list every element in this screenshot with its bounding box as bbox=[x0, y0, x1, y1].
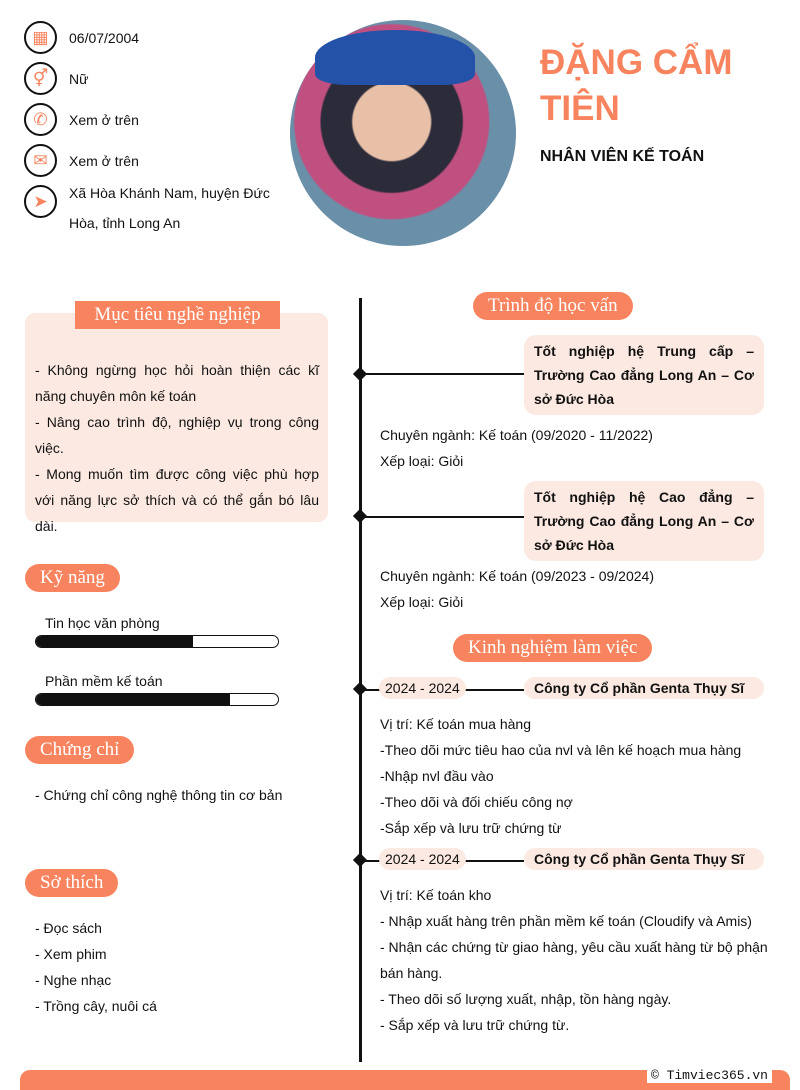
experience-period: 2024 - 2024 bbox=[379, 677, 466, 699]
skill-bar bbox=[35, 635, 279, 648]
contact-email: ✉ Xem ở trên bbox=[24, 144, 139, 177]
gender-icon: ⚥ bbox=[24, 62, 57, 95]
experience-details: Vị trí: Kế toán mua hàng -Theo dõi mức tiêu hao của nvl và lên kế hoạch mua hàng -Nhập nvl đầu vào -Theo dõi và đối chiếu công nợ -Sắp xếp và lưu trữ chứng từ bbox=[380, 716, 742, 836]
contact-gender: ⚥ Nữ bbox=[24, 62, 88, 95]
skill-name: Tin học văn phòng bbox=[45, 615, 160, 631]
skills-heading: Kỹ năng bbox=[25, 564, 120, 592]
education-heading: Trình độ học vấn bbox=[473, 292, 633, 320]
objective-text: - Không ngừng học hỏi hoàn thiện các kĩ năng chuyên môn kế toán - Nâng cao trình độ, nghiệp vụ trong công việc. - Mong muốn tìm được công việc phù hợp với năng lực sở thích và có thể gắn bó lâu dài. bbox=[35, 362, 319, 534]
phone-icon: ✆ bbox=[24, 103, 57, 136]
candidate-name: ĐẶNG CẨM TIÊN bbox=[540, 43, 733, 128]
experience-heading: Kinh nghiệm làm việc bbox=[453, 634, 652, 662]
skill-bar bbox=[35, 693, 279, 706]
experience-company: Công ty Cổ phần Genta Thụy Sĩ bbox=[524, 677, 764, 699]
job-title: NHÂN VIÊN KẾ TOÁN bbox=[540, 148, 705, 165]
objective-heading: Mục tiêu nghề nghiệp bbox=[75, 301, 280, 329]
certificate-item: - Chứng chỉ công nghệ thông tin cơ bản bbox=[35, 787, 283, 803]
education-school: Tốt nghiệp hệ Trung cấp – Trường Cao đẳng Long An – Cơ sở Đức Hòa bbox=[524, 335, 764, 415]
experience-period: 2024 - 2024 bbox=[379, 848, 466, 870]
education-details: Chuyên ngành: Kế toán (09/2020 - 11/2022) Xếp loại: Giỏi bbox=[380, 427, 653, 469]
experience-details: Vị trí: Kế toán kho - Nhập xuất hàng trên phần mềm kế toán (Cloudify và Amis) - Nhận các chứng từ giao hàng, yêu cầu xuất hàng từ bộ phận bán hàng. - Theo dõi số lượng xuất, nhập, tồn hàng ngày. - Sắp xếp và lưu trữ chứng từ. bbox=[380, 887, 768, 1033]
education-details: Chuyên ngành: Kế toán (09/2023 - 09/2024) Xếp loại: Giỏi bbox=[380, 568, 654, 610]
email-icon: ✉ bbox=[24, 144, 57, 177]
contact-address: ➤ Xã Hòa Khánh Nam, huyện Đức Hòa, tỉnh Long An bbox=[24, 185, 274, 238]
contact-phone: ✆ Xem ở trên bbox=[24, 103, 139, 136]
hobbies-heading: Sở thích bbox=[25, 869, 118, 897]
experience-company: Công ty Cổ phần Genta Thụy Sĩ bbox=[524, 848, 764, 870]
contact-birthday: ▦ 06/07/2004 bbox=[24, 21, 139, 54]
avatar-photo bbox=[290, 20, 516, 246]
hobbies-list: - Đọc sách - Xem phim - Nghe nhạc - Trồng cây, nuôi cá bbox=[35, 920, 157, 1014]
education-school: Tốt nghiệp hệ Cao đẳng – Trường Cao đẳng Long An – Cơ sở Đức Hòa bbox=[524, 481, 764, 561]
timeline-line bbox=[359, 298, 362, 1062]
location-icon: ➤ bbox=[24, 185, 57, 218]
calendar-icon: ▦ bbox=[24, 21, 57, 54]
footer-credit: © Timviec365.vn bbox=[647, 1068, 772, 1083]
skill-name: Phần mềm kế toán bbox=[45, 673, 163, 689]
certificates-heading: Chứng chỉ bbox=[25, 736, 134, 764]
